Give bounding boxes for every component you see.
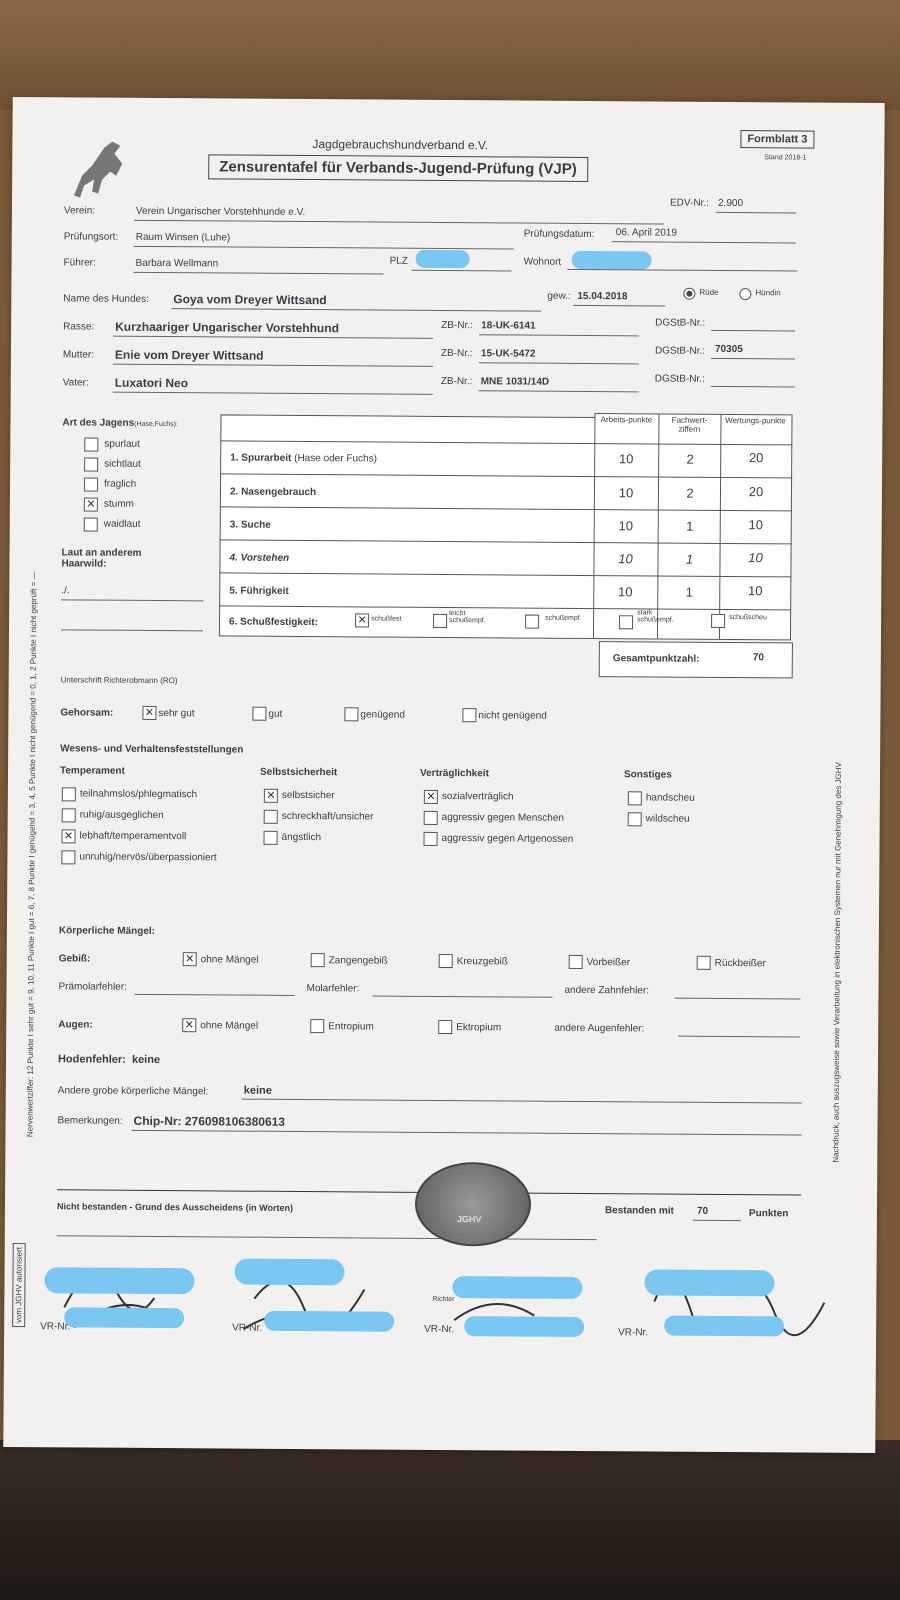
- dog-logo-icon: [64, 135, 134, 199]
- score-row-3-label: 3. Suche: [229, 519, 271, 531]
- score-row-2-fachwert: 2: [686, 485, 694, 501]
- score-row-3-wertung: 10: [748, 517, 764, 533]
- temperament-unruhig-checkbox[interactable]: [61, 850, 75, 864]
- jagen-option-label: spurlaut: [104, 438, 140, 450]
- molar-label: Molarfehler:: [306, 983, 360, 995]
- gebiss-option-label: ohne Mängel: [200, 954, 259, 966]
- score-row-3-fachwert: 1: [686, 518, 694, 534]
- vater-zb-label: ZB-Nr.:: [440, 375, 473, 388]
- vater-label: Vater:: [62, 377, 89, 389]
- org-name: Jagdgebrauchshundverband e.V.: [312, 137, 489, 153]
- sonst-title: Sonstiges: [623, 769, 672, 781]
- rasse-dgstb-label: DGStB-Nr.:: [655, 317, 706, 329]
- score-row-2-wertung: 20: [748, 484, 764, 500]
- temperament-lebhaft-checkbox[interactable]: ✕: [62, 829, 76, 843]
- huendin-label: Hündin: [755, 288, 781, 298]
- gehorsam-option-label: genügend: [360, 709, 405, 721]
- wooden-table: [0, 0, 900, 110]
- schuss-option-label: schußempf.: [545, 614, 582, 622]
- temperament-phlegmatisch-checkbox[interactable]: [62, 787, 76, 801]
- jagen-spurlaut-checkbox[interactable]: [84, 437, 98, 451]
- selbst-title: Selbstsicherheit: [259, 766, 338, 779]
- mutter-label: Mutter:: [62, 349, 95, 361]
- score-row-1-wertung: 20: [748, 450, 764, 466]
- mutter-zb-value: 15-UK-5472: [480, 348, 536, 360]
- ruede-radio[interactable]: [683, 288, 695, 300]
- verein-label: Verein:: [63, 205, 96, 217]
- vater-zb-value: MNE 1031/14D: [480, 376, 550, 388]
- copyright-side-text: Nachdruck, auch auszugsweise sowie Verarbeitung in elektronischen Systemen nur mit Genehmigung des JGHV: [831, 762, 844, 1163]
- schussscheu-checkbox[interactable]: [711, 614, 725, 628]
- punkte-label: Punkten: [748, 1208, 789, 1220]
- gehorsam-label: Gehorsam:: [60, 707, 114, 719]
- aggressiv-menschen-checkbox[interactable]: [424, 811, 438, 825]
- vr-nr-label-4: VR-Nr.: [618, 1327, 649, 1339]
- verein-value: Verein Ungarischer Vorstehhunde e.V.: [135, 205, 306, 219]
- rueckbeisser-checkbox[interactable]: [697, 956, 711, 970]
- score-row-3-arbeitspunkte: 10: [618, 518, 634, 534]
- jagen-sichtlaut-checkbox[interactable]: [84, 457, 98, 471]
- mutter-dgstb-label: DGStB-Nr.:: [654, 345, 706, 357]
- gew-label: gew.:: [547, 290, 571, 302]
- redaction-wohnort: [572, 251, 652, 270]
- laut-title: Laut an anderem Haarwild:: [61, 547, 142, 570]
- datum-value: 06. April 2019: [615, 227, 677, 239]
- rasse-zb-value: 18-UK-6141: [481, 320, 536, 332]
- redaction-signature-2: [234, 1259, 344, 1286]
- hoden-row: Hodenfehler: keine: [57, 1053, 161, 1067]
- edv-label: EDV-Nr.:: [669, 197, 709, 209]
- temperament-option-label: teilnahmslos/phlegmatisch: [79, 788, 198, 801]
- stand-text: Stand 2018-1: [764, 154, 807, 162]
- redaction-signature-1: [44, 1267, 194, 1294]
- vertrag-option-label: aggressiv gegen Artgenossen: [441, 832, 574, 845]
- score-row-4-arbeitspunkte: 10: [618, 551, 633, 567]
- zangengebiss-checkbox[interactable]: [311, 953, 325, 967]
- mutter-zb-label: ZB-Nr.:: [440, 347, 473, 360]
- total-value: 70: [752, 652, 764, 664]
- score-row-5-fachwert: 1: [685, 584, 693, 600]
- jagen-option-label: waidlaut: [103, 518, 141, 530]
- ektropium-checkbox[interactable]: [438, 1020, 452, 1034]
- redaction-signature-3b: [464, 1316, 584, 1337]
- nicht-bestanden-label: Nicht bestanden - Grund des Ausscheidens (in Worten): [56, 1201, 294, 1213]
- laut-value: ./.: [61, 585, 70, 597]
- header-wertungspunkte: Wertungs-punkte: [725, 415, 786, 426]
- schuss-option-label: schußfest: [371, 615, 402, 623]
- schussfest-checkbox[interactable]: ✕: [355, 613, 369, 627]
- aggressiv-artgenossen-checkbox[interactable]: [424, 832, 438, 846]
- edv-value: 2.900: [717, 197, 744, 210]
- plz-label: PLZ: [389, 255, 408, 267]
- score-row-1-label: 1. Spurarbeit (Hase oder Fuchs): [230, 452, 377, 465]
- score-row-2-label: 2. Nasengebrauch: [229, 486, 317, 499]
- augen-option-label: Ektropium: [456, 1022, 502, 1034]
- gehorsam-option-label: gut: [268, 708, 283, 720]
- score-row-5-wertung: 10: [748, 583, 763, 599]
- score-row-4-fachwert: 1: [685, 551, 694, 567]
- vater-value: Luxatori Neo: [114, 375, 189, 391]
- bestanden-value: 70: [696, 1205, 709, 1217]
- redaction-signature-1b: [64, 1307, 184, 1328]
- fuehrer-label: Führer:: [63, 257, 96, 269]
- selbst-option-label: selbstsicher: [281, 789, 335, 802]
- datum-label: Prüfungsdatum:: [523, 228, 595, 241]
- schuss-option-label: stark schußempf.: [637, 609, 674, 624]
- rasse-value: Kurzhaariger Ungarischer Vorstehhund: [115, 319, 339, 336]
- huendin-radio[interactable]: [739, 288, 751, 300]
- wildscheu-checkbox[interactable]: [628, 812, 642, 826]
- sozialvertraeglich-checkbox[interactable]: ✕: [424, 790, 438, 804]
- background-lap: [0, 1440, 900, 1600]
- sonst-option-label: wildscheu: [645, 813, 690, 825]
- schuss-option-label: schußscheu: [729, 613, 767, 622]
- jagen-stumm-checkbox[interactable]: ✕: [84, 497, 98, 511]
- vertrag-option-label: aggressiv gegen Menschen: [441, 811, 565, 824]
- temperament-title: Temperament: [59, 765, 125, 777]
- vr-nr-label-2: VR-Nr.: [232, 1322, 263, 1334]
- gehorsam-genuegend-checkbox[interactable]: [344, 707, 358, 721]
- gehorsam-option-label: nicht genügend: [478, 710, 547, 722]
- gebiss-option-label: Rückbeißer: [714, 957, 766, 970]
- praemolar-label: Prämolarfehler:: [58, 981, 127, 993]
- vorbeisser-checkbox[interactable]: [569, 955, 583, 969]
- ruede-label: Rüde: [699, 287, 719, 297]
- form-title: Zensurentafel für Verbands-Jugend-Prüfung (VJP): [208, 154, 588, 182]
- jagen-option-label: sichtlaut: [104, 458, 141, 470]
- jagen-title: Art des Jagens(Hase,Fuchs):: [62, 417, 179, 429]
- augen-option-label: ohne Mängel: [200, 1020, 259, 1032]
- score-row-4-wertung: 10: [748, 550, 763, 566]
- gehorsam-sehr-gut-checkbox[interactable]: ✕: [142, 706, 156, 720]
- score-row-1-fachwert: 2: [686, 451, 694, 467]
- gebiss-option-label: Zangengebiß: [328, 955, 388, 967]
- jagen-waidlaut-checkbox[interactable]: [84, 517, 98, 531]
- rasse-label: Rasse:: [63, 321, 95, 333]
- selbst-option-label: ängstlich: [281, 831, 322, 844]
- selbst-option-label: schreckhaft/unsicher: [281, 810, 374, 823]
- gebiss-option-label: Vorbeißer: [586, 957, 631, 969]
- hund-value: Goya vom Dreyer Wittsand: [173, 292, 327, 308]
- kreuzgebiss-checkbox[interactable]: [439, 954, 453, 968]
- score-row-5-label: 5. Führigkeit: [229, 585, 289, 597]
- handscheu-checkbox[interactable]: [628, 791, 642, 805]
- score-row-1-arbeitspunkte: 10: [618, 451, 634, 467]
- ro-signature-label: Unterschrift Richterobmann (RO): [60, 675, 178, 686]
- redaction-signature-3: [452, 1276, 582, 1299]
- gew-value: 15.04.2018: [577, 290, 628, 303]
- gebiss-ohne-maengel-checkbox[interactable]: ✕: [183, 952, 197, 966]
- redaction-signature-2b: [264, 1311, 394, 1332]
- temperament-option-label: unruhig/nervös/überpassioniert: [79, 851, 217, 864]
- formblatt-badge: Formblatt 3: [740, 130, 814, 149]
- entropium-checkbox[interactable]: [310, 1019, 324, 1033]
- vater-dgstb-label: DGStB-Nr.:: [654, 373, 705, 385]
- jghv-authorized-badge: vom JGHV autorisiert: [12, 1243, 26, 1327]
- seal-text: JGHV: [456, 1214, 482, 1225]
- vr-nr-label-1: VR-Nr.: [40, 1321, 71, 1333]
- redaction-signature-4: [644, 1269, 774, 1296]
- grobe-label: Andere grobe körperliche Mängel:: [57, 1085, 209, 1098]
- gehorsam-nicht-genuegend-checkbox[interactable]: [462, 708, 476, 722]
- score-row-4-label: 4. Vorstehen: [229, 552, 290, 564]
- temperament-option-label: lebhaft/temperamentvoll: [79, 830, 187, 843]
- jagen-option-label: fraglich: [103, 478, 137, 490]
- sonst-option-label: handscheu: [645, 792, 695, 804]
- wesen-title: Wesens- und Verhaltensfeststellungen: [60, 743, 244, 756]
- augen-option-label: Entropium: [328, 1021, 374, 1033]
- leicht-schussempf-checkbox[interactable]: [433, 614, 447, 628]
- redaction-plz: [416, 250, 470, 268]
- koerper-title: Körperliche Mängel:: [58, 925, 156, 937]
- bemerkungen-value: Chip-Nr: 276098106380613: [133, 1113, 286, 1129]
- ort-value: Raum Winsen (Luhe): [135, 231, 231, 244]
- schreckhaft-checkbox[interactable]: [264, 810, 278, 824]
- gebiss-option-label: Kreuzgebiß: [456, 956, 508, 968]
- bestanden-label: Bestanden mit: [604, 1205, 674, 1217]
- exam-form-sheet: [3, 97, 884, 1453]
- header-arbeitspunkte: Arbeits-punkte: [600, 415, 653, 425]
- rasse-zb-label: ZB-Nr.:: [441, 319, 473, 332]
- wohnort-label: Wohnort: [523, 256, 562, 268]
- selbstsicher-checkbox[interactable]: ✕: [264, 789, 278, 803]
- augen-ohne-maengel-checkbox[interactable]: ✕: [182, 1018, 196, 1032]
- hund-label: Name des Hundes:: [63, 293, 149, 305]
- bemerkungen-label: Bemerkungen:: [57, 1115, 123, 1127]
- andere-zahn-label: andere Zahnfehler:: [564, 984, 650, 997]
- temperament-option-label: ruhig/ausgeglichen: [79, 809, 164, 822]
- jagen-fraglich-checkbox[interactable]: [84, 477, 98, 491]
- jagen-option-label: stumm: [103, 498, 134, 510]
- temperament-ruhig-checkbox[interactable]: [62, 808, 76, 822]
- schuss-option-label: leicht schußempf.: [449, 610, 486, 625]
- nervenwert-side-text: Nervenwertziffer: 12 Punkte I sehr gut = 9, 10, 11 Punkte I gut = 6, 7, 8 Punkte I genügend = 3, 4, 5 Punkte I nicht genügend = 0, 1, 2 Punkte I nicht geprüft = —: [25, 571, 39, 1138]
- vr-nr-label-3: VR-Nr.: [424, 1323, 455, 1336]
- fuehrer-value: Barbara Wellmann: [135, 257, 219, 270]
- header-fachwertziffern: Fachwert-ziffern: [671, 415, 708, 434]
- mutter-dgstb-value: 70305: [714, 343, 743, 356]
- score-row-5-arbeitspunkte: 10: [617, 584, 633, 600]
- augen-label: Augen:: [58, 1019, 93, 1031]
- gebiss-label: Gebiß:: [58, 953, 91, 965]
- vertrag-title: Verträglichkeit: [419, 767, 489, 780]
- total-label: Gesamtpunktzahl:: [612, 653, 700, 665]
- richter-label: Richter: [432, 1295, 455, 1304]
- ort-label: Prüfungsort:: [63, 231, 119, 243]
- score-row-2-arbeitspunkte: 10: [618, 485, 634, 501]
- grobe-value: keine: [243, 1084, 272, 1097]
- stark-schussempf-checkbox[interactable]: [619, 615, 633, 629]
- schuss-label: 6. Schußfestigkeit:: [229, 616, 319, 629]
- schussempf-checkbox[interactable]: [525, 615, 539, 629]
- mutter-value: Enie vom Dreyer Wittsand: [114, 347, 264, 363]
- gehorsam-gut-checkbox[interactable]: [252, 707, 266, 721]
- aengstlich-checkbox[interactable]: [264, 831, 278, 845]
- redaction-signature-4b: [664, 1316, 784, 1337]
- vertrag-option-label: sozialverträglich: [441, 790, 514, 803]
- gehorsam-option-label: sehr gut: [158, 708, 195, 720]
- andere-augen-label: andere Augenfehler:: [554, 1022, 645, 1035]
